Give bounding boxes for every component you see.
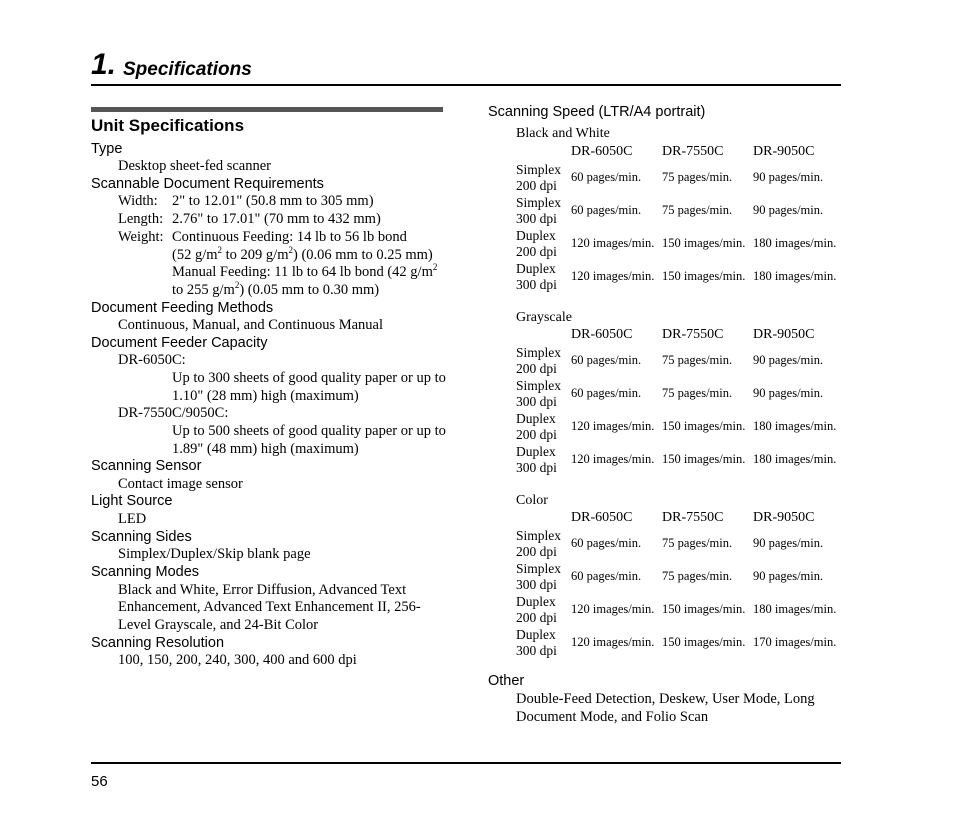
header-rule [91, 84, 841, 86]
speed-cell: 60 pages/min. [571, 203, 642, 217]
table-row [516, 626, 843, 659]
speed-cell: 90 pages/min. [753, 386, 824, 400]
row-label: Simplex 200 dpi [516, 161, 562, 193]
weight-line-4: to 255 $g/m^2$) (0.05 mm to 0.30 mm) [172, 280, 380, 298]
speed-cell: 150 images/min. [662, 452, 746, 466]
capacity-label: Document Feeder Capacity [91, 335, 268, 351]
feeding-label: Document Feeding Methods [91, 300, 274, 316]
speed-cell: 75 pages/min. [662, 536, 733, 550]
speed-cell: 120 images/min. [571, 452, 655, 466]
table-row [516, 560, 843, 593]
speed-cell: 90 pages/min. [753, 170, 824, 184]
speed-cell: 180 images/min. [753, 236, 837, 250]
speed-cell: 180 images/min. [753, 269, 837, 283]
speed-cell: 150 images/min. [662, 602, 746, 616]
scanning-speed-title: Scanning Speed (LTR/A4 portrait) [488, 104, 706, 120]
speed-cell: 60 pages/min. [571, 353, 642, 367]
speed-cell: 170 images/min. [753, 635, 837, 649]
speed-cell: 90 pages/min. [753, 353, 824, 367]
speed-cell: 90 pages/min. [753, 569, 824, 583]
model-header: DR-6050C [571, 327, 633, 342]
modes-label: Scanning Modes [91, 564, 200, 580]
modes-value-3: Level Grayscale, and 24-Bit Color [118, 617, 319, 633]
type-value: Desktop sheet-fed scanner [118, 158, 271, 174]
table-row [516, 377, 843, 410]
page-number: 56 [91, 773, 108, 790]
speed-cell: 60 pages/min. [571, 386, 642, 400]
row-label: Duplex 300 dpi [516, 443, 557, 475]
speed-cell: 120 images/min. [571, 236, 655, 250]
speed-cell: 150 images/min. [662, 236, 746, 250]
weight-line-1: Continuous Feeding: 14 lb to 56 lb bond [172, 229, 407, 245]
row-label: Duplex 300 dpi [516, 626, 557, 658]
weight-line-2: (52 $g/m^2$ to 209 $g/m^2$) (0.06 mm to 0.25 mm) [172, 245, 433, 263]
chapter-number: 1. [91, 48, 117, 81]
speed-cell: 180 images/min. [753, 419, 837, 433]
resolution-label: Scanning Resolution [91, 635, 225, 651]
table-row [516, 227, 843, 260]
sensor-value: Contact image sensor [118, 476, 243, 492]
mode-heading: Grayscale [516, 310, 572, 325]
footer-rule [91, 762, 841, 764]
speed-cell: 120 images/min. [571, 635, 655, 649]
speed-cell: 60 pages/min. [571, 569, 642, 583]
model-header: DR-6050C [571, 510, 633, 525]
capacity-model-2: DR-7550C/9050C: [118, 405, 229, 421]
table-row [516, 410, 843, 443]
model-header: DR-7550C [662, 510, 724, 525]
resolution-value: 100, 150, 200, 240, 300, 400 and 600 dpi [118, 652, 357, 668]
scannable-label: Scannable Document Requirements [91, 176, 324, 192]
other-value-1: Double-Feed Detection, Deskew, User Mode, Long [516, 691, 815, 707]
model-header: DR-9050C [753, 327, 815, 342]
mode-heading: Color [516, 493, 548, 508]
modes-value-1: Black and White, Error Diffusion, Advanced Text [118, 582, 407, 598]
weight-key: Weight: [118, 229, 164, 245]
table-row [516, 593, 843, 626]
speed-cell: 60 pages/min. [571, 536, 642, 550]
speed-cell: 75 pages/min. [662, 569, 733, 583]
speed-cell: 150 images/min. [662, 635, 746, 649]
capacity-model-1: DR-6050C: [118, 352, 186, 368]
speed-cell: 180 images/min. [753, 602, 837, 616]
speed-table-grayscale [516, 326, 843, 476]
model-header: DR-6050C [571, 144, 633, 159]
modes-value-2: Enhancement, Advanced Text Enhancement II, 256- [118, 599, 421, 615]
type-label: Type [91, 141, 123, 157]
row-label: Duplex 200 dpi [516, 410, 557, 442]
width-value: 2" to 12.01" (50.8 mm to 305 mm) [172, 193, 374, 209]
table-row [516, 527, 843, 560]
mode-heading: Black and White [516, 126, 610, 141]
length-key: Length: [118, 211, 164, 227]
sides-label: Scanning Sides [91, 529, 192, 545]
feeding-value: Continuous, Manual, and Continuous Manual [118, 317, 384, 333]
row-label: Simplex 300 dpi [516, 377, 562, 409]
section-bar [91, 107, 443, 112]
speed-table-color [516, 509, 843, 659]
speed-cell: 75 pages/min. [662, 353, 733, 367]
speed-cell: 150 images/min. [662, 419, 746, 433]
sensor-label: Scanning Sensor [91, 458, 202, 474]
row-label: Simplex 300 dpi [516, 194, 562, 226]
other-label: Other [488, 673, 525, 689]
row-label: Duplex 200 dpi [516, 227, 557, 259]
speed-cell: 150 images/min. [662, 269, 746, 283]
section-title: Unit Specifications [91, 116, 245, 135]
model-header: DR-7550C [662, 327, 724, 342]
speed-cell: 180 images/min. [753, 452, 837, 466]
width-key: Width: [118, 193, 158, 209]
model-header: DR-9050C [753, 144, 815, 159]
speed-cell: 90 pages/min. [753, 536, 824, 550]
capacity-value-1a: Up to 300 sheets of good quality paper or up to [172, 370, 446, 386]
row-label: Simplex 200 dpi [516, 344, 562, 376]
row-label: Duplex 200 dpi [516, 593, 557, 625]
model-header: DR-9050C [753, 510, 815, 525]
speed-cell: 90 pages/min. [753, 203, 824, 217]
other-value-2: Document Mode, and Folio Scan [516, 709, 709, 725]
speed-cell: 75 pages/min. [662, 203, 733, 217]
speed-table-bw [516, 143, 843, 293]
table-row [516, 443, 843, 476]
speed-cell: 120 images/min. [571, 269, 655, 283]
capacity-value-1b: 1.10" (28 mm) high (maximum) [172, 388, 359, 404]
table-row [516, 194, 843, 227]
table-row [516, 260, 843, 293]
speed-cell: 75 pages/min. [662, 170, 733, 184]
length-value: 2.76" to 17.01" (70 mm to 432 mm) [172, 211, 381, 227]
speed-cell: 120 images/min. [571, 602, 655, 616]
row-label: Simplex 200 dpi [516, 527, 562, 559]
sides-value: Simplex/Duplex/Skip blank page [118, 546, 311, 562]
table-row [516, 344, 843, 377]
row-label: Simplex 300 dpi [516, 560, 562, 592]
capacity-value-2b: 1.89" (48 mm) high (maximum) [172, 441, 359, 457]
speed-cell: 75 pages/min. [662, 386, 733, 400]
chapter-title: Specifications [123, 59, 252, 80]
speed-cell: 60 pages/min. [571, 170, 642, 184]
model-header: DR-7550C [662, 144, 724, 159]
capacity-value-2a: Up to 500 sheets of good quality paper or up to [172, 423, 446, 439]
row-label: Duplex 300 dpi [516, 260, 557, 292]
speed-cell: 120 images/min. [571, 419, 655, 433]
light-value: LED [118, 511, 147, 527]
light-label: Light Source [91, 493, 173, 509]
table-row [516, 161, 843, 194]
weight-line-3: Manual Feeding: 11 lb to 64 lb bond (42 $g/m^2$ [172, 262, 438, 280]
